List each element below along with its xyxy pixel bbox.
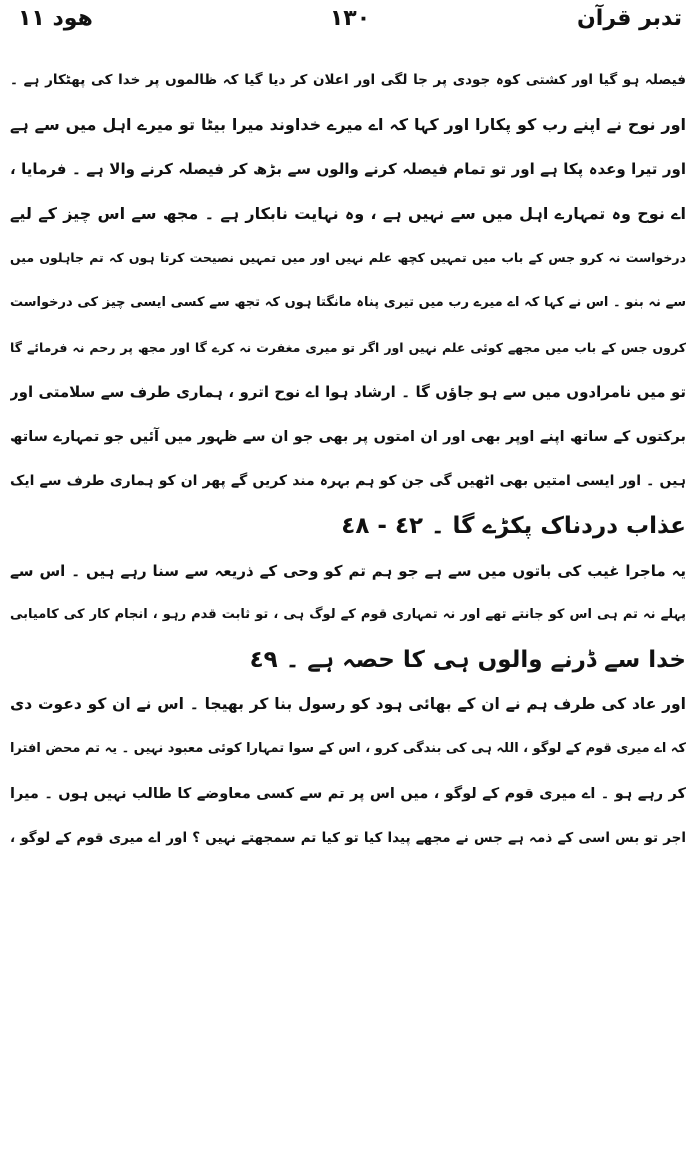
text-line: یہ ماجرا غیب کی باتوں میں سے ہے جو ہم تم کو وحی کے ذریعہ سے سنا رہے ہیں ۔ اس سے bbox=[10, 561, 686, 580]
page-header bbox=[12, 4, 688, 38]
text-line: کر رہے ہو ۔ اے میری قوم کے لوگو ، میں اس پر تم سے کسی معاوضے کا طالب نہیں ہوں ۔ میرا bbox=[10, 785, 686, 802]
text-line: اجر تو بس اسی کے ذمہ ہے جس نے مجھے پیدا کیا تو کیا تم سمجھتے نہیں ؟ اور اے میری قوم کے لوگو ، bbox=[10, 830, 686, 847]
book-title: تدبر قرآن bbox=[577, 6, 682, 31]
text-line: اور تیرا وعدہ پکا ہے اور تو تمام فیصلہ کرنے والوں سے بڑھ کر فیصلہ کرنے والا ہے ۔ فرمایا ، bbox=[10, 160, 686, 179]
text-line: اور عاد کی طرف ہم نے ان کے بھائی ہود کو رسول بنا کر بھیجا ۔ اس نے ان کو دعوت دی bbox=[10, 695, 686, 714]
text-line: عذاب دردناک پکڑے گا ۔ ٤٢ - ٤٨ bbox=[341, 512, 686, 539]
text-line: درخواست نہ کرو جس کے باب میں تمہیں کچھ علم نہیں اور میں تمہیں نصیحت کرتا ہوں کہ تم جاہلوں میں bbox=[10, 250, 686, 266]
text-line: برکتوں کے ساتھ اپنے اوپر بھی اور ان امتوں پر بھی جو ان سے ظہور میں آئیں جو تمہارے ساتھ bbox=[10, 428, 686, 445]
text-line: تو میں نامرادوں میں سے ہو جاؤں گا ۔ ارشاد ہوا اے نوح اترو ، ہماری طرف سے سلامتی اور bbox=[10, 383, 686, 402]
text-line: کہ اے میری قوم کے لوگو ، اللہ ہی کی بندگی کرو ، اس کے سوا تمہارا کوئی معبود نہیں ۔ یہ تم محض افترا bbox=[10, 740, 686, 756]
text-line: پہلے نہ تم ہی اس کو جانتے تھے اور نہ تمہاری قوم کے لوگ ہی ، تو ثابت قدم رہو ، انجام کار کی کامیابی bbox=[10, 607, 686, 623]
text-line: خدا سے ڈرنے والوں ہی کا حصہ ہے ۔ ٤٩ bbox=[249, 646, 686, 673]
text-line: ہیں ۔ اور ایسی امتیں بھی اٹھیں گی جن کو ہم بہرہ مند کریں گے پھر ان کو ہماری طرف سے ایک bbox=[10, 473, 686, 490]
text-line: سے نہ بنو ۔ اس نے کہا کہ اے میرے رب میں تیری پناہ مانگتا ہوں کہ تجھ سے کسی ایسی چیز کی درخواست bbox=[10, 294, 686, 310]
text-line: فیصلہ ہو گیا اور کشتی کوہ جودی پر جا لگی اور اعلان کر دیا گیا کہ ظالموں پر خدا کی پھٹکار ہے ۔ bbox=[10, 72, 686, 88]
text-line: اور نوح نے اپنے رب کو پکارا اور کہا کہ اے میرے خداوند میرا بیٹا تو میرے اہل میں سے ہے bbox=[10, 114, 686, 134]
text-line: اے نوح وہ تمہارے اہل میں سے نہیں ہے ، وہ نہایت نابکار ہے ۔ مجھ سے اس چیز کے لیے bbox=[10, 203, 686, 223]
body-text bbox=[10, 58, 686, 861]
surah-label: ھود ١١ bbox=[18, 6, 93, 31]
page-number: ١٣٠ bbox=[329, 6, 371, 31]
text-line: کروں جس کے باب میں مجھے کوئی علم نہیں اور اگر تو میری مغفرت نہ کرے گا اور مجھ پر رحم نہ فرمائے گا bbox=[10, 339, 686, 355]
